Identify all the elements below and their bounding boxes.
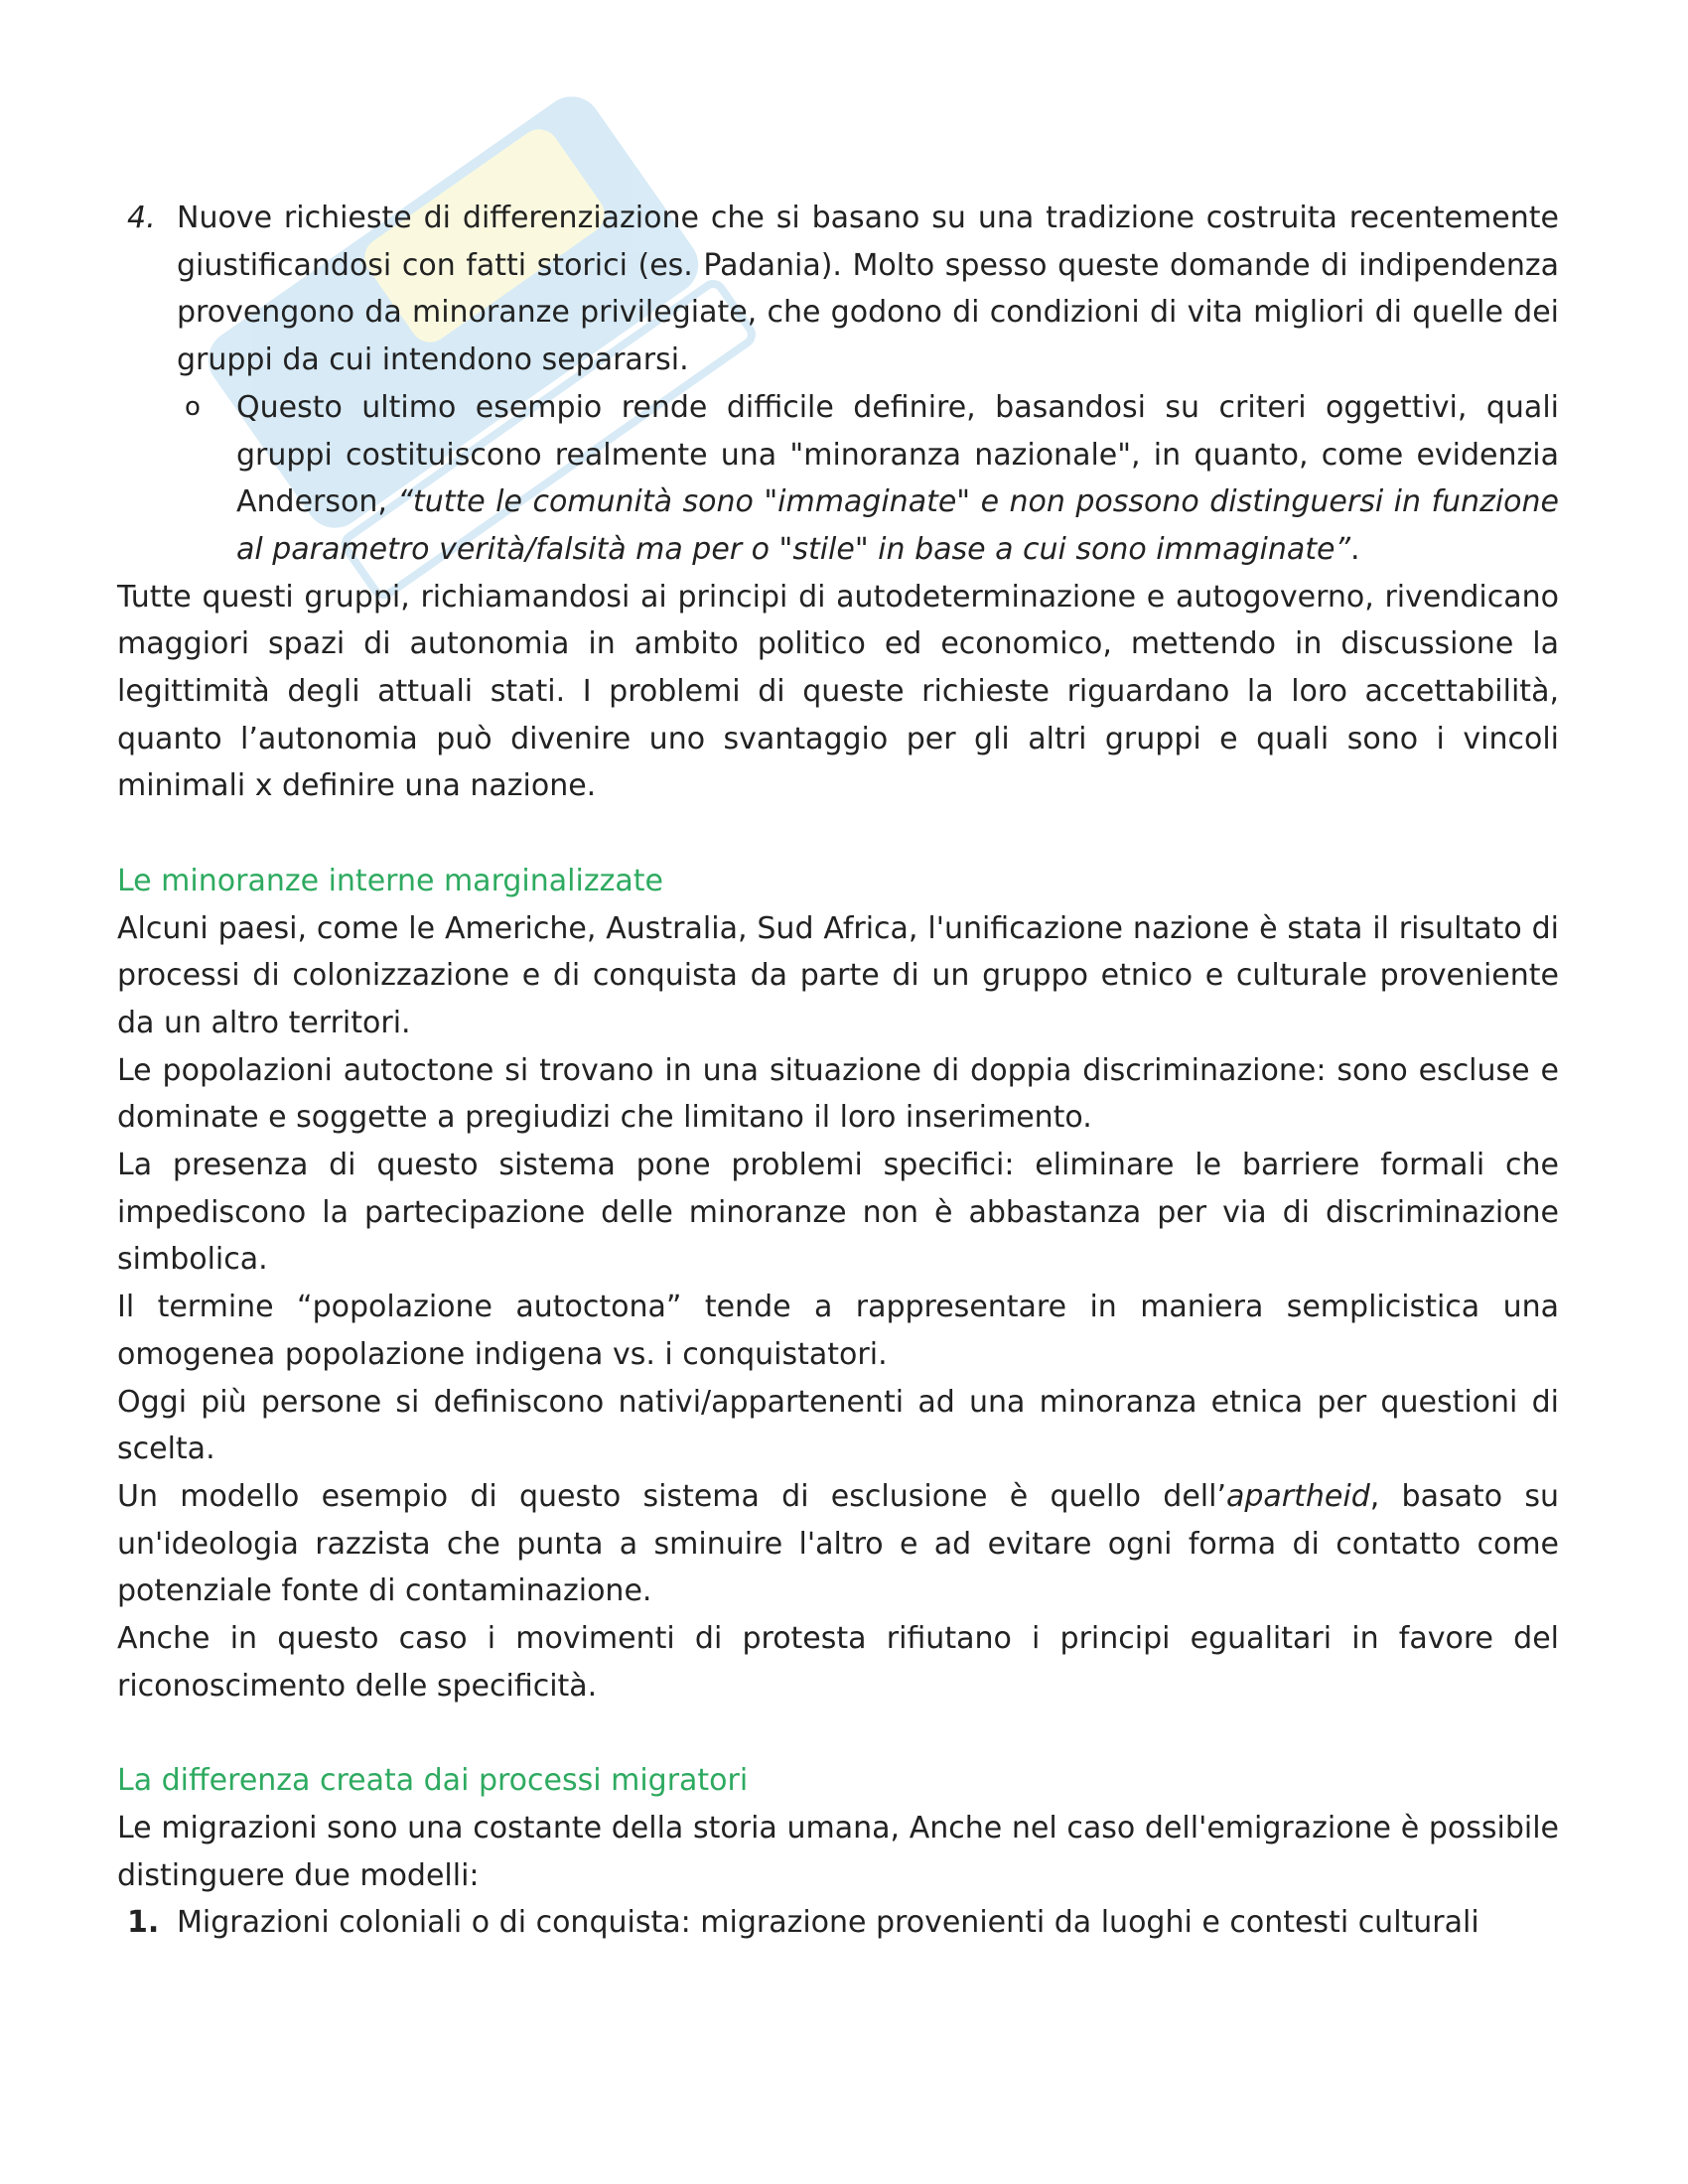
paragraph: Le popolazioni autoctone si trovano in una situazione di doppia discriminazione: sono escluse e dominate e soggette a pregiudizi che limitano il loro inserimento. xyxy=(117,1052,1559,1136)
paragraph: Il termine “popolazione autoctona” tende a rappresentare in maniera semplicistica una omogenea popolazione indigena vs. i conquistatori. xyxy=(117,1290,1559,1372)
paragraph: Alcuni paesi, come le Americhe, Australia, Sud Africa, l'unificazione nazione è stata il risultato di processi di colonizzazione e di conquista da parte di un gruppo etnico e culturale proveniente da un altro territori. xyxy=(117,910,1559,1040)
list-item-4 xyxy=(117,195,1559,384)
numbered-list-continued xyxy=(117,195,1559,384)
paragraph: La presenza di questo sistema pone problemi specifici: eliminare le barriere formali che impediscono la partecipazione delle minoranze non è abbastanza per via di discriminazione simbolica. xyxy=(117,1148,1559,1278)
section-heading-migratori: La differenza creata dai processi migratori xyxy=(117,1763,749,1799)
apartheid-term: apartheid xyxy=(1225,1478,1370,1514)
list-number: 1. xyxy=(127,1905,160,1941)
section-heading-minoranze: Le minoranze interne marginalizzate xyxy=(117,863,663,898)
text: Un modello esempio di questo sistema di esclusione è quello dell’ xyxy=(117,1478,1226,1514)
text: , basato su un'ideologia razzista che punta a sminuire l'altro e ad evitare ogni forma di contatto come potenziale fonte di contaminazione. xyxy=(117,1478,1559,1609)
bullet-symbol: o xyxy=(185,391,201,422)
paragraph: Le migrazioni sono una costante della storia umana, Anche nel caso dell'emigrazione è possibile distinguere due modelli: xyxy=(117,1810,1559,1893)
list-item-text: Nuove richieste di differenziazione che si basano su una tradizione costruita recentemente giustificandosi con fatti storici (es. Padania). Molto spesso queste domande di indipendenza provengono da minoranze privilegiate, che godono di condizioni di vita migliori di quelle dei gruppi da cui intendono separarsi. xyxy=(177,201,1559,378)
list-number: 4. xyxy=(127,201,156,235)
anderson-quote: “tutte le comunità sono "immaginate" e non possono distinguersi in funzione al parametro verità/falsità ma per o "stile" in base a cui sono immaginate” xyxy=(236,484,1559,567)
numbered-list-models xyxy=(117,1899,1559,1947)
paragraph: Oggi più persone si definiscono nativi/appartenenti ad una minoranza etnica per questioni di scelta. xyxy=(117,1384,1559,1467)
sub-bullet-item xyxy=(117,384,1559,574)
sub-bullet-end: . xyxy=(1350,531,1360,567)
document-body xyxy=(117,195,1559,1947)
paragraph: Anche in questo caso i movimenti di protesta rifiutano i principi egualitari in favore del riconoscimento delle specificità. xyxy=(117,1621,1559,1704)
paragraph-apartheid xyxy=(117,1473,1559,1615)
list-item-text: Migrazioni coloniali o di conquista: migrazione provenienti da luoghi e contesti culturali xyxy=(177,1905,1479,1941)
paragraph-groups: Tutte questi gruppi, richiamandosi ai principi di autodeterminazione e autogoverno, rivendicano maggiori spazi di autonomia in ambito politico ed economico, mettendo in discussione la legittimità degli attuali stati. I problemi di queste richieste riguardano la loro accettabilità, quanto l’autonomia può divenire uno svantaggio per gli altri gruppi e quali sono i vincoli minimali x definire una nazione. xyxy=(117,579,1559,804)
list-item-1 xyxy=(117,1899,1559,1947)
sub-bullet-text: Questo ultimo esempio rende difficile definire, basandosi su criteri oggettivi, quali gruppi costituiscono realmente una "minoranza nazionale", in quanto, come evidenzia Anderson, xyxy=(236,389,1559,520)
